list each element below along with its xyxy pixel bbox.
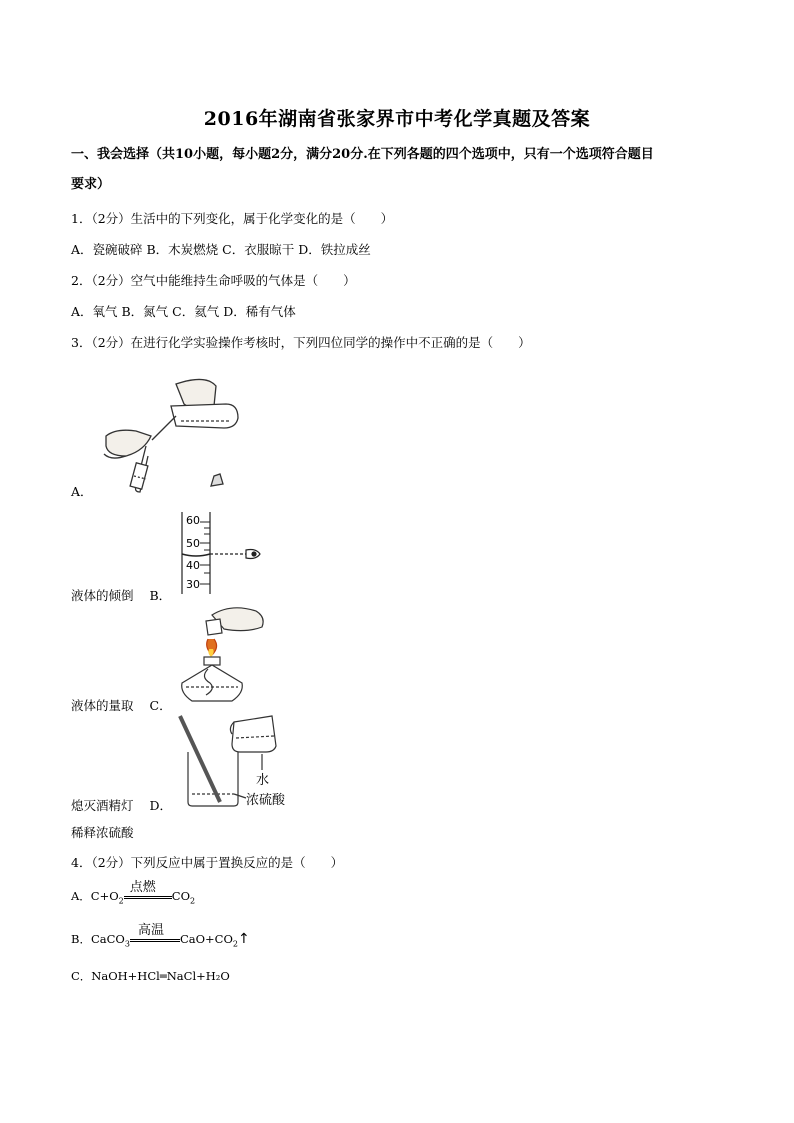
q4-a-product: CO — [171, 889, 190, 903]
section-heading-line1: 一、我会选择（共10小题，每小题2分，满分20分.在下列各题的四个选项中，只有一个选项符合题目 — [71, 147, 654, 162]
q4-option-a — [71, 880, 196, 906]
q3-option-a-label: A． — [71, 484, 93, 499]
q4-a-sub-o2: 2 — [118, 896, 124, 906]
q4-a-condition-arrow — [124, 880, 172, 903]
q2-options: A．氧气 B．氮气 C．氦气 D．稀有气体 — [71, 304, 296, 319]
q3-option-a-caption — [71, 586, 171, 604]
q2-stem: 2．（2分）空气中能维持生命呼吸的气体是（ ） — [71, 273, 356, 288]
q4-option-b — [71, 923, 250, 949]
tick-label-30: 30 — [186, 578, 200, 591]
label-concentrated-acid: 浓硫酸 — [246, 793, 286, 808]
q1-options: A．瓷碗破碎 B．木炭燃烧 C．衣服晾干 D．铁拉成丝 — [71, 242, 371, 257]
q4-b-gas-arrow: ↑ — [237, 931, 250, 947]
section-heading — [71, 140, 731, 200]
figure-diluting-acid — [176, 712, 308, 810]
tick-label-40: 40 — [186, 559, 200, 572]
q4-b-products: CaO+CO — [179, 932, 233, 946]
q3-option-b-label: B． — [149, 588, 172, 603]
q4-b-condition-arrow — [130, 923, 180, 946]
tick-label-50: 50 — [186, 537, 200, 550]
q4-a-condition: 点燃 — [129, 880, 156, 895]
figure-alcohol-lamp — [176, 603, 268, 705]
page-title: 2016年湖南省张家界市中考化学真题及答案 — [203, 108, 591, 130]
figure-pouring-liquid — [96, 376, 246, 496]
q4-b-condition: 高温 — [137, 923, 164, 938]
caption-extinguishing: 熄灭酒精灯 — [71, 798, 134, 813]
q4-b-reactants: B．CaCO — [71, 932, 125, 946]
q3-stem: 3．（2分）在进行化学实验操作考核时，下列四位同学的操作中不正确的是（ ） — [71, 335, 531, 350]
q4-a-reactants: A．C+O — [71, 889, 119, 903]
figure-measuring-cylinder — [178, 510, 268, 596]
section-heading-line2: 要求） — [71, 177, 111, 192]
caption-pouring: 液体的倾倒 — [71, 588, 134, 603]
caption-measuring: 液体的量取 — [71, 698, 134, 713]
q3-option-b-caption — [71, 696, 172, 714]
q3-option-c-label: C． — [149, 698, 172, 713]
caption-diluting: 稀释浓硫酸 — [71, 825, 134, 840]
label-water: 水 — [256, 773, 270, 788]
q4-a-sub-co2: 2 — [190, 896, 196, 906]
q1-stem: 1．（2分）生活中的下列变化，属于化学变化的是（ ） — [71, 211, 394, 226]
q4-option-c: C．NaOH+HCl═NaCl+H₂O — [71, 969, 230, 983]
q3-option-c-caption — [71, 796, 172, 814]
q4-stem: 4．（2分）下列反应中属于置换反应的是（ ） — [71, 855, 344, 870]
q3-option-d-label: D． — [149, 798, 173, 813]
q4-b-sub-co2: 2 — [232, 939, 238, 949]
q4-b-sub-caco3: 3 — [124, 939, 130, 949]
tick-label-60: 60 — [186, 514, 200, 527]
